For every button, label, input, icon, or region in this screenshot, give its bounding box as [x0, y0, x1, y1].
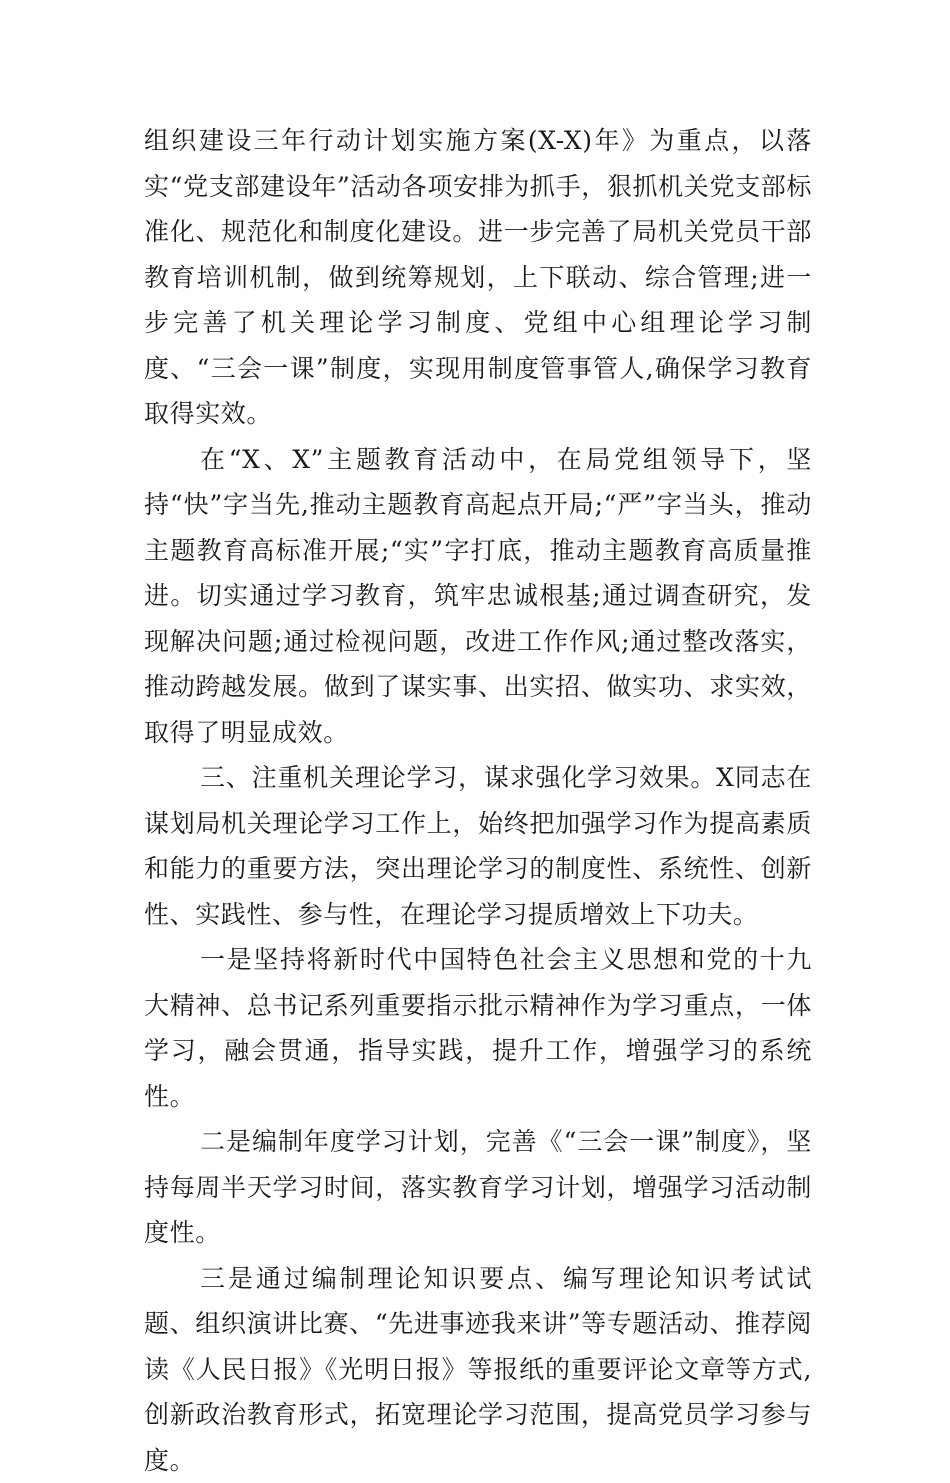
paragraph-4: 一是坚持将新时代中国特色社会主义思想和党的十九大精神、总书记系列重要指示批示精神作为学习重点，一体学习，融会贯通，指导实践，提升工作，增强学习的系统性。 — [144, 937, 812, 1119]
document-body — [144, 118, 812, 1483]
paragraph-2: 在“X、X”主题教育活动中，在局党组领导下，坚持“快”字当先,推动主题教育高起点开局;“严”字当头，推动主题教育高标准开展;“实”字打底，推动主题教育高质量推进。切实通过学习教育，筑牢忠诚根基;通过调查研究，发现解决问题;通过检视问题，改进工作作风;通过整改落实，推动跨越发展。做到了谋实事、出实招、做实功、求实效，取得了明显成效。 — [144, 437, 812, 756]
paragraph-5: 二是编制年度学习计划，完善《“三会一课”制度》，坚持每周半天学习时间，落实教育学习计划，增强学习活动制度性。 — [144, 1119, 812, 1256]
paragraph-1: 组织建设三年行动计划实施方案(X-X)年》为重点，以落实“党支部建设年”活动各项安排为抓手，狠抓机关党支部标准化、规范化和制度化建设。进一步完善了局机关党员干部教育培训机制，做到统筹规划，上下联动、综合管理;进一步完善了机关理论学习制度、党组中心组理论学习制度、“三会一课”制度，实现用制度管事管人,确保学习教育取得实效。 — [144, 118, 812, 437]
paragraph-3: 三、注重机关理论学习，谋求强化学习效果。X同志在谋划局机关理论学习工作上，始终把加强学习作为提高素质和能力的重要方法，突出理论学习的制度性、系统性、创新性、实践性、参与性，在理论学习提质增效上下功夫。 — [144, 755, 812, 937]
paragraph-6: 三是通过编制理论知识要点、编写理论知识考试试题、组织演讲比赛、“先进事迹我来讲”等专题活动、推荐阅读《人民日报》《光明日报》等报纸的重要评论文章等方式,创新政治教育形式，拓宽理论学习范围，提高党员学习参与度。 — [144, 1256, 812, 1483]
